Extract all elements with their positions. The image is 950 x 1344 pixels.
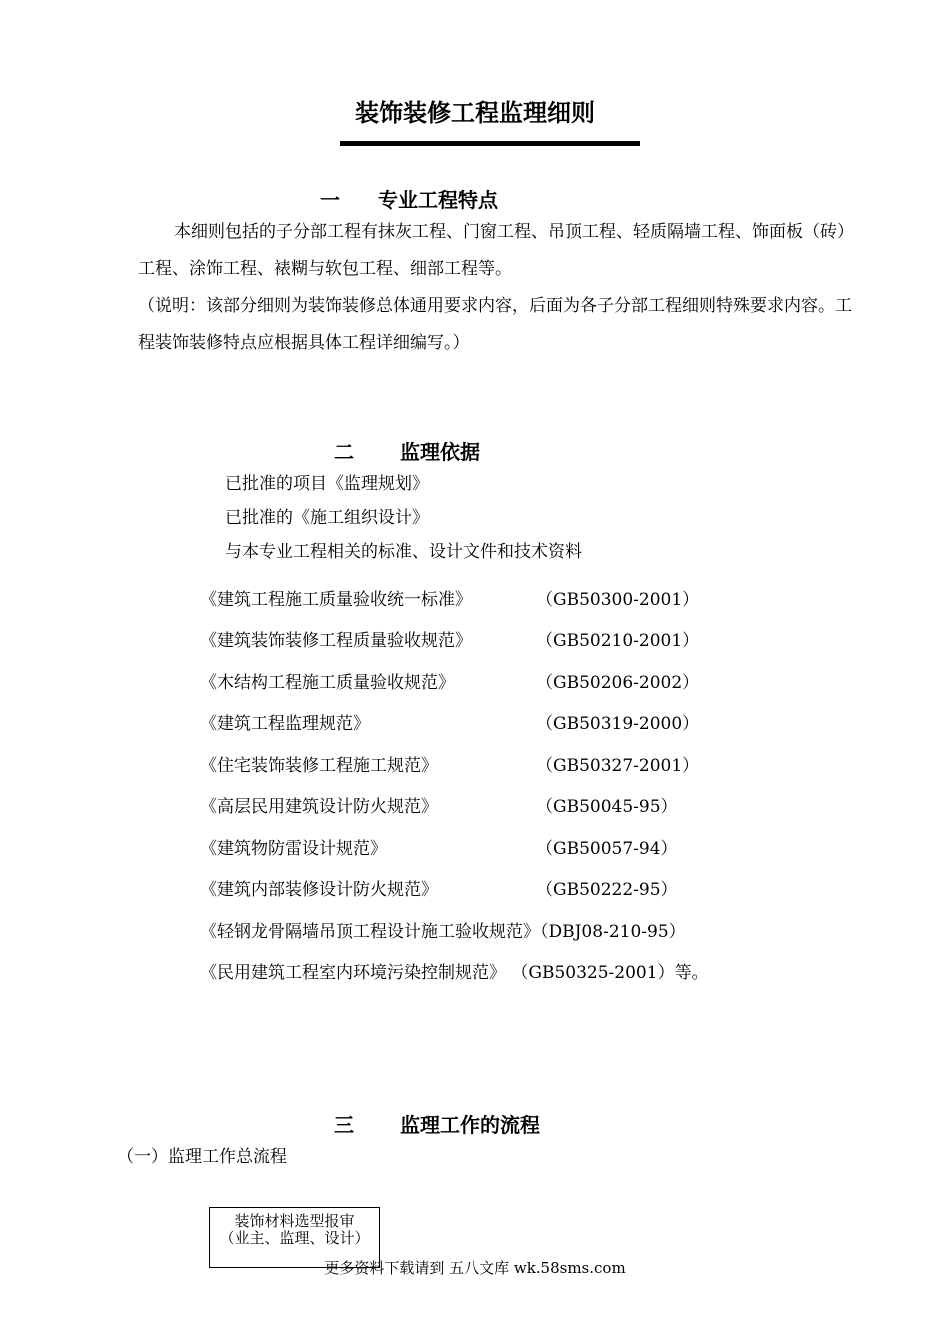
standard-name: 《建筑装饰装修工程质量验收规范》: [200, 631, 472, 651]
standard-name: 《高层民用建筑设计防火规范》: [200, 797, 438, 817]
standard-name: 《建筑工程施工质量验收统一标准》: [200, 590, 472, 610]
section-1-title: 专业工程特点: [378, 188, 498, 212]
flowchart-box-line: 装饰材料选型报审: [234, 1212, 355, 1230]
standard-row-inline: 《轻钢龙骨隔墙吊顶工程设计施工验收规范》（DBJ08-210-95）: [200, 922, 686, 942]
standard-name: 《住宅装饰装修工程施工规范》: [200, 756, 438, 776]
standard-row: [200, 585, 700, 610]
subsection-title: （一）监理工作总流程: [117, 1147, 287, 1167]
standard-row: [200, 709, 700, 734]
section-1-number: 一: [320, 188, 340, 212]
standard-row: [200, 668, 700, 693]
section-3-title: 监理工作的流程: [400, 1113, 540, 1137]
standard-code: （GB50210-2001）: [536, 631, 700, 651]
section-2-number: 二: [334, 440, 354, 464]
title-underline: [340, 141, 640, 146]
flowchart-box-line: （业主、监理、设计）: [219, 1229, 370, 1247]
standard-row: [200, 792, 678, 817]
basis-item: 与本专业工程相关的标准、设计文件和技术资料: [225, 542, 582, 562]
section-3-number: 三: [334, 1113, 354, 1137]
standard-code: （GB50057-94）: [536, 839, 678, 859]
standard-row: [200, 834, 678, 859]
basis-item: 已批准的《施工组织设计》: [225, 508, 429, 528]
standard-name: 《建筑工程监理规范》: [200, 714, 370, 734]
standard-row: [200, 751, 700, 776]
section-1-note: （说明：该部分细则为装饰装修总体通用要求内容，后面为各子分部工程细则特殊要求内容。工程装饰装修特点应根据具体工程详细编写。）: [138, 296, 852, 353]
standard-row-inline: 《民用建筑工程室内环境污染控制规范》 （GB50325-2001）等。: [200, 963, 709, 983]
standard-code: （GB50319-2000）: [536, 714, 700, 734]
section-1-heading: [320, 184, 498, 213]
footer-text: 更多资料下载请到 五八文库 wk.58sms.com: [324, 1259, 626, 1277]
standard-code: （GB50222-95）: [536, 880, 678, 900]
standard-name: 《建筑物防雷设计规范》: [200, 839, 387, 859]
standard-name: 《建筑内部装修设计防火规范》: [200, 880, 438, 900]
section-2-heading: [334, 436, 480, 465]
basis-item: 已批准的项目《监理规划》: [225, 474, 429, 494]
standard-name: 《木结构工程施工质量验收规范》: [200, 673, 455, 693]
standard-code: （GB50300-2001）: [536, 590, 700, 610]
document-title: 装饰装修工程监理细则: [355, 99, 595, 127]
section-3-heading: [334, 1109, 540, 1138]
standard-row: [200, 875, 678, 900]
section-1-paragraph: 本细则包括的子分部工程有抹灰工程、门窗工程、吊顶工程、轻质隔墙工程、饰面板（砖）工程、涂饰工程、裱糊与软包工程、细部工程等。: [138, 222, 854, 279]
standard-code: （GB50206-2002）: [536, 673, 700, 693]
standard-code: （GB50327-2001）: [536, 756, 700, 776]
section-2-title: 监理依据: [400, 440, 480, 464]
standard-code: （GB50045-95）: [536, 797, 678, 817]
standard-row: [200, 626, 700, 651]
